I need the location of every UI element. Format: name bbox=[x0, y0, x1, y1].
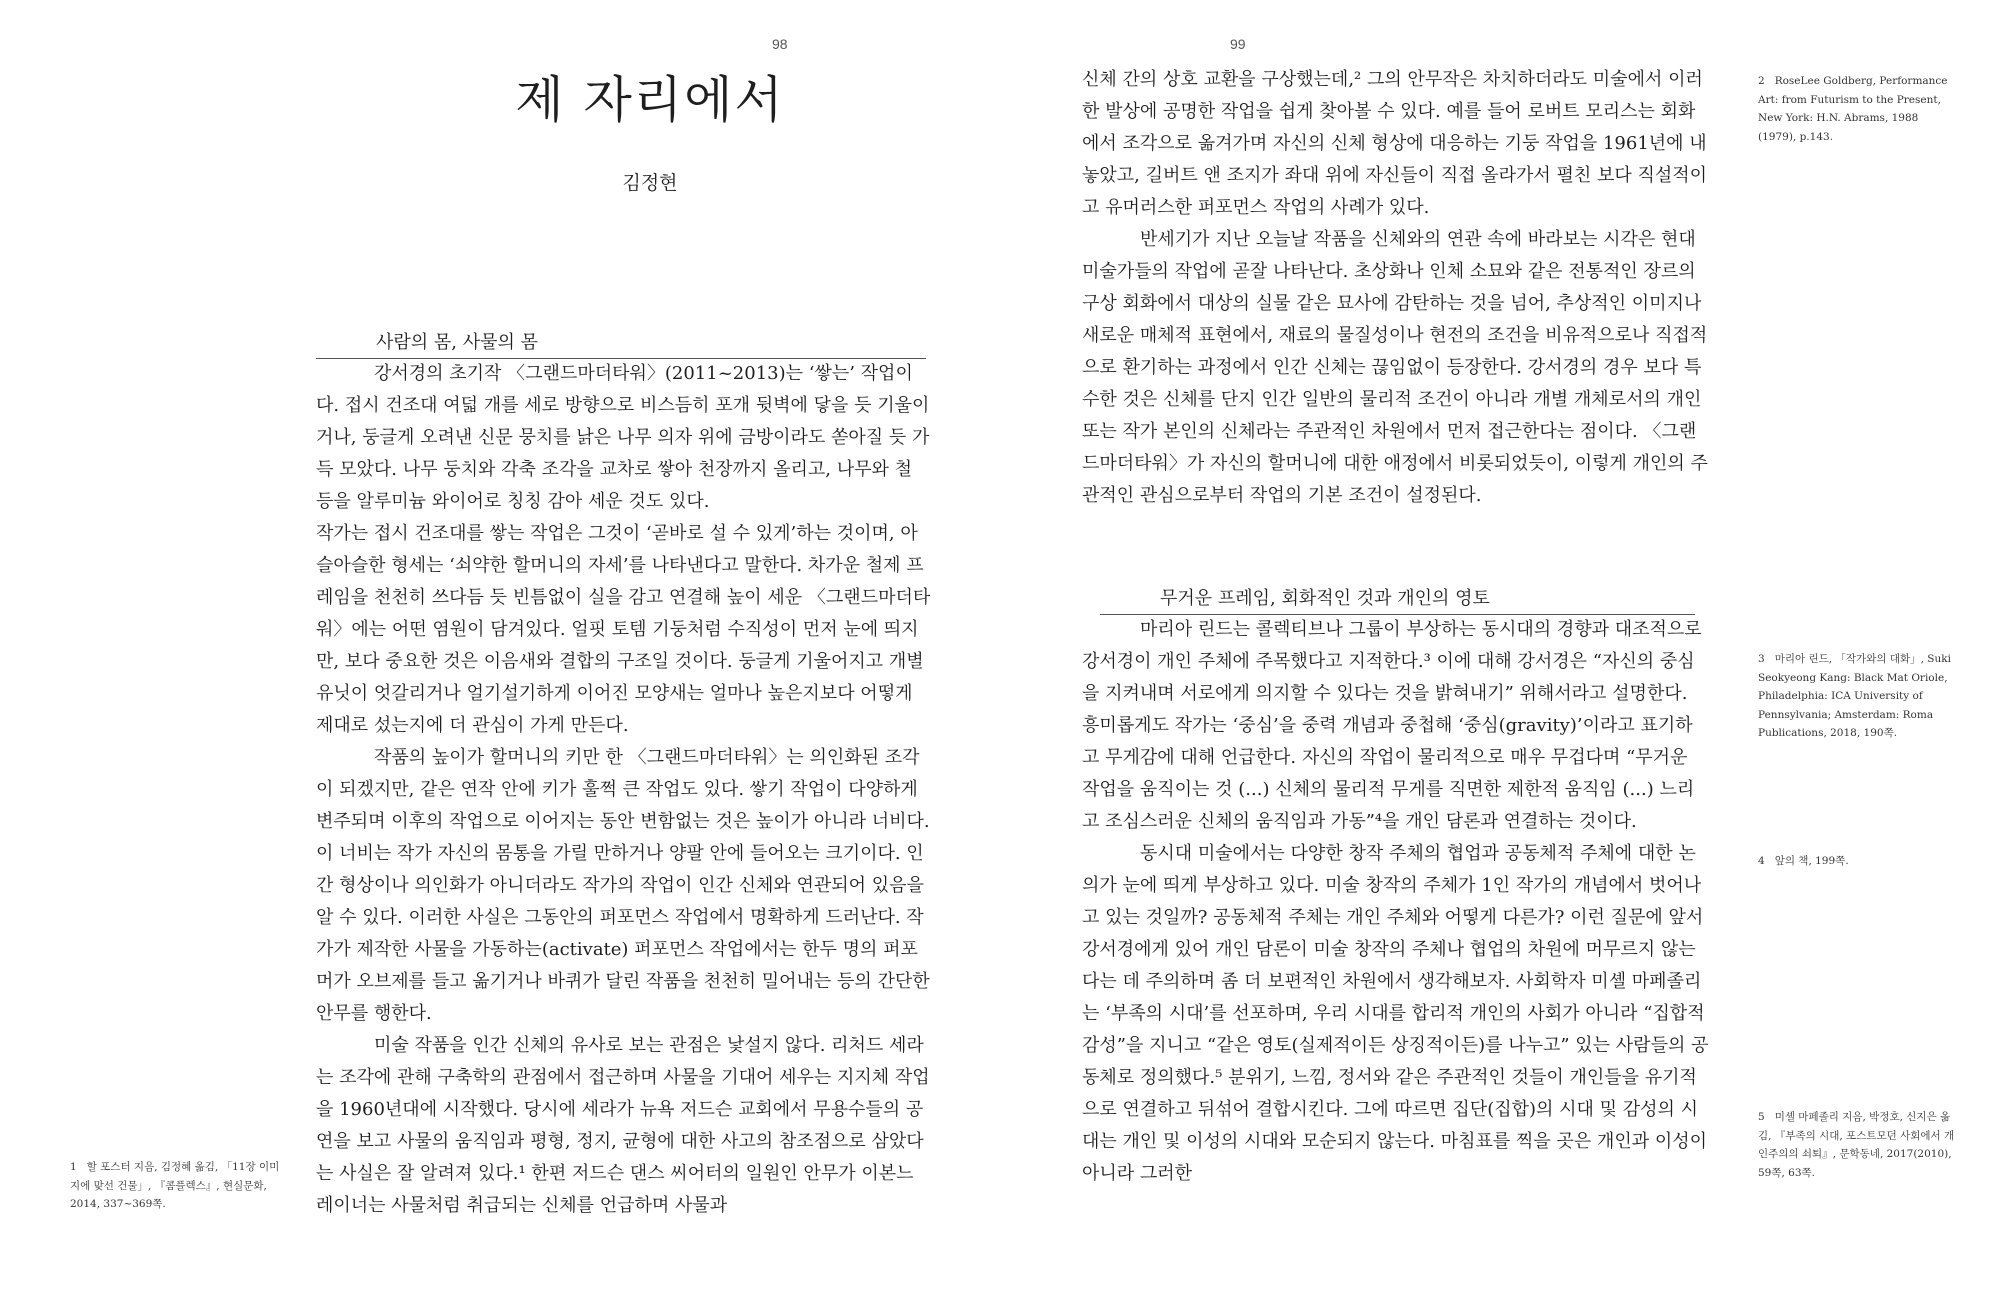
footnote-number: 5 bbox=[1758, 1111, 1765, 1123]
section-heading-1: 사람의 몸, 사물의 몸 bbox=[316, 332, 926, 359]
right-paragraph-2: 반세기가 지난 오늘날 작품을 신체와의 연관 속에 바라보는 시각은 현대 미술가들의 작업에 곧잘 나타난다. 초상화나 인체 소묘와 같은 전통적인 장르의 구상 회화에서 대상의 실물 같은 묘사에 감탄하는 것을 넘어, 추상적인 이미지나 새로운 매체적 표현에서, 재료의 물질성이나 현전의 조건을 비유적으로나 직접적으로 환기하는 과정에서 인간 신체는 끊임없이 등장한다. 강서경의 경우 보다 특수한 것은 신체를 단지 인간 일반의 물리적 조건이 아니라 개별 개체로서의 개인 또는 작가 본인의 신체라는 주관적인 차원에서 먼저 접근한다는 점이다. 〈그랜드마더타워〉가 자신의 할머니에 대한 애정에서 비롯되었듯이, 이렇게 개인의 주관적인 관심으로부터 작업의 기본 조건이 설정된다. bbox=[1082, 229, 1708, 506]
left-paragraph-4: 미술 작품을 인간 신체의 유사로 보는 관점은 낯설지 않다. 리처드 세라는 조각에 관해 구축학의 관점에서 접근하며 사물을 기대어 세우는 지지체 작업을 1960년대에 시작했다. 당시에 세라가 뉴욕 저드슨 교회에서 무용수들의 공연을 보고 사물의 움직임과 평형, 정지, 균형에 대한 사고의 참조점으로 삼았다는 사실은 잘 알려져 있다.¹ 한편 저드슨 댄스 씨어터의 일원인 안무가 이본느 레이너는 사물처럼 취급되는 신체를 언급하며 사물과 bbox=[316, 1035, 930, 1216]
right-paragraph-1: 신체 간의 상호 교환을 구상했는데,² 그의 안무작은 차치하더라도 미술에서 이러한 발상에 공명한 작업을 쉽게 찾아볼 수 있다. 예를 들어 로버트 모리스는 회화에서 조각으로 옮겨가며 자신의 신체 형상에 대응하는 기둥 작업을 1961년에 내놓았고, 길버트 앤 조지가 좌대 위에 자신들이 직접 올라가서 펼친 보다 직설적이고 유머러스한 퍼포먼스 작업의 사례가 있다. bbox=[1082, 69, 1708, 218]
footnote-text: 앞의 책, 199쪽. bbox=[1774, 855, 1849, 867]
left-paragraph-1: 강서경의 초기작 〈그랜드마더타워〉(2011~2013)는 ‘쌓는’ 작업이다. 접시 건조대 여덟 개를 세로 방향으로 비스듬히 포개 뒷벽에 닿을 듯 기울이거나, 둥글게 오려낸 신문 뭉치를 낡은 나무 의자 위에 금방이라도 쏟아질 듯 가득 모았다. 나무 둥치와 각축 조각을 교차로 쌓아 천장까지 올리고, 나무와 철 등을 알루미늄 와이어로 칭칭 감아 세운 것도 있다. bbox=[316, 363, 930, 512]
footnote-number: 4 bbox=[1758, 855, 1765, 867]
right-paragraph-3: 마리아 린드는 콜렉티브나 그룹이 부상하는 동시대의 경향과 대조적으로 강서경이 개인 주체에 주목했다고 지적한다.³ 이에 대해 강서경은 “자신의 중심을 지켜내며 서로에게 의지할 수 있다는 것을 밝혀내기” 위해서라고 설명한다. 흥미롭게도 작가는 ‘중심’을 중력 개념과 중첩해 ‘중심(gravity)’이라고 표기하고 무게감에 대해 언급한다. 자신의 작업이 물리적으로 매우 무겁다며 “무거운 작업을 움직이는 것 (...) 신체의 물리적 무게를 직면한 제한적 움직임 (...) 느리고 조심스러운 신체의 움직임과 가동”⁴을 개인 담론과 연결하는 것이다. bbox=[1082, 619, 1702, 832]
footnote-3 bbox=[1758, 650, 1958, 743]
chapter-title: 제 자리에서 bbox=[515, 71, 785, 129]
footnote-1 bbox=[70, 1158, 280, 1214]
footnote-number: 2 bbox=[1758, 75, 1765, 87]
page-number-right: 99 bbox=[1230, 36, 1246, 52]
footnote-text: 마리아 린드, 「작가와의 대화」, Suki Seokyeong Kang: Black Mat Oriole, Philadelphia: ICA University of Pennsylvania; Amsterdam: Roma Publications, 2018, 190쪽. bbox=[1758, 653, 1951, 739]
footnote-2 bbox=[1758, 72, 1958, 146]
footnote-text: 미셸 마페졸리 지음, 박정호, 신지은 옮김, 『부족의 시대, 포스트모던 사회에서 개인주의의 쇠퇴』, 문학동네, 2017(2010), 59쪽, 63쪽. bbox=[1758, 1111, 1955, 1179]
right-body-text-bottom bbox=[1082, 614, 1710, 1190]
right-paragraph-4: 동시대 미술에서는 다양한 창작 주체의 협업과 공동체적 주체에 대한 논의가 눈에 띄게 부상하고 있다. 미술 창작의 주체가 1인 작가의 개념에서 벗어나고 있는 것일까? 공동체적 주체는 개인 주체와 어떻게 다른가? 이런 질문에 앞서 강서경에게 있어 개인 담론이 미술 창작의 주체나 협업의 차원에 머무르지 않는다는 데 주의하며 좀 더 보편적인 차원에서 생각해보자. 사회학자 미셸 마페졸리는 ‘부족의 시대’를 선포하며, 우리 시대를 합리적 개인의 사회가 아니라 “집합적 감성”을 지니고 “같은 영토(실제적이든 상징적이든)를 나누고” 있는 사람들의 공동체로 정의했다.⁵ 분위기, 느낌, 정서와 같은 주관적인 것들이 개인들을 유기적으로 연결하고 뒤섞어 결합시킨다. 그에 따르면 집단(집합)의 시대 및 감성의 시대는 개인 및 이성의 시대와 모순되지 않는다. 마침표를 찍을 곳은 개인과 이성이 아니라 그러한 bbox=[1082, 843, 1709, 1184]
left-paragraph-3: 작품의 높이가 할머니의 키만 한 〈그랜드마더타워〉는 의인화된 조각이 되겠지만, 같은 연작 안에 키가 훌쩍 큰 작업도 있다. 쌓기 작업이 다양하게 변주되며 이후의 작업으로 이어지는 동안 변함없는 것은 높이가 아니라 너비다. 이 너비는 작가 자신의 몸통을 가릴 만하거나 양팔 안에 들어오는 크기이다. 인간 형상이나 의인화가 아니더라도 작가의 작업이 인간 신체와 연관되어 있음을 알 수 있다. 이러한 사실은 그동안의 퍼포먼스 작업에서 명확하게 드러난다. 작가가 제작한 사물을 가동하는(activate) 퍼포먼스 작업에서는 한두 명의 퍼포머가 오브제를 들고 옮기거나 바퀴가 달린 작품을 천천히 밀어내는 등의 간단한 안무를 행한다. bbox=[316, 747, 930, 1024]
footnote-text: 할 포스터 지음, 김정혜 옮김, 「11장 이미지에 맞선 건물」, 『콤플렉스』, 현실문화, 2014, 337~369쪽. bbox=[70, 1161, 280, 1210]
footnote-5 bbox=[1758, 1108, 1958, 1182]
left-paragraph-2: 작가는 접시 건조대를 쌓는 작업은 그것이 ‘곧바로 설 수 있게’하는 것이며, 아슬아슬한 형세는 ‘쇠약한 할머니의 자세’를 나타낸다고 말한다. 차가운 철제 프레임을 천천히 쓰다듬 듯 빈틈없이 실을 감고 연결해 높이 세운 〈그랜드마더타워〉에는 어떤 염원이 담겨있다. 얼핏 토템 기둥처럼 수직성이 먼저 눈에 띄지만, 보다 중요한 것은 이음새와 결합의 구조일 것이다. 둥글게 기울어지고 개별 유닛이 엇갈리거나 얼기설기하게 이어진 모양새는 얼마나 높은지보다 어떻게 제대로 섰는지에 더 관심이 가게 만든다. bbox=[316, 523, 931, 736]
footnote-text: RoseLee Goldberg, Performance Art: from Futurism to the Present, New York: H.N. Abrams, 1988 (1979), p.143. bbox=[1758, 75, 1948, 143]
footnote-4 bbox=[1758, 852, 1958, 871]
author-name: 김정현 bbox=[622, 172, 678, 194]
left-body-text bbox=[316, 358, 934, 1222]
footnote-number: 3 bbox=[1758, 653, 1765, 665]
section-heading-2: 무거운 프레임, 회화적인 것과 개인의 영토 bbox=[1100, 588, 1695, 615]
footnote-number: 1 bbox=[70, 1161, 77, 1173]
page-number-left: 98 bbox=[772, 36, 788, 52]
right-body-text-top bbox=[1082, 64, 1710, 512]
